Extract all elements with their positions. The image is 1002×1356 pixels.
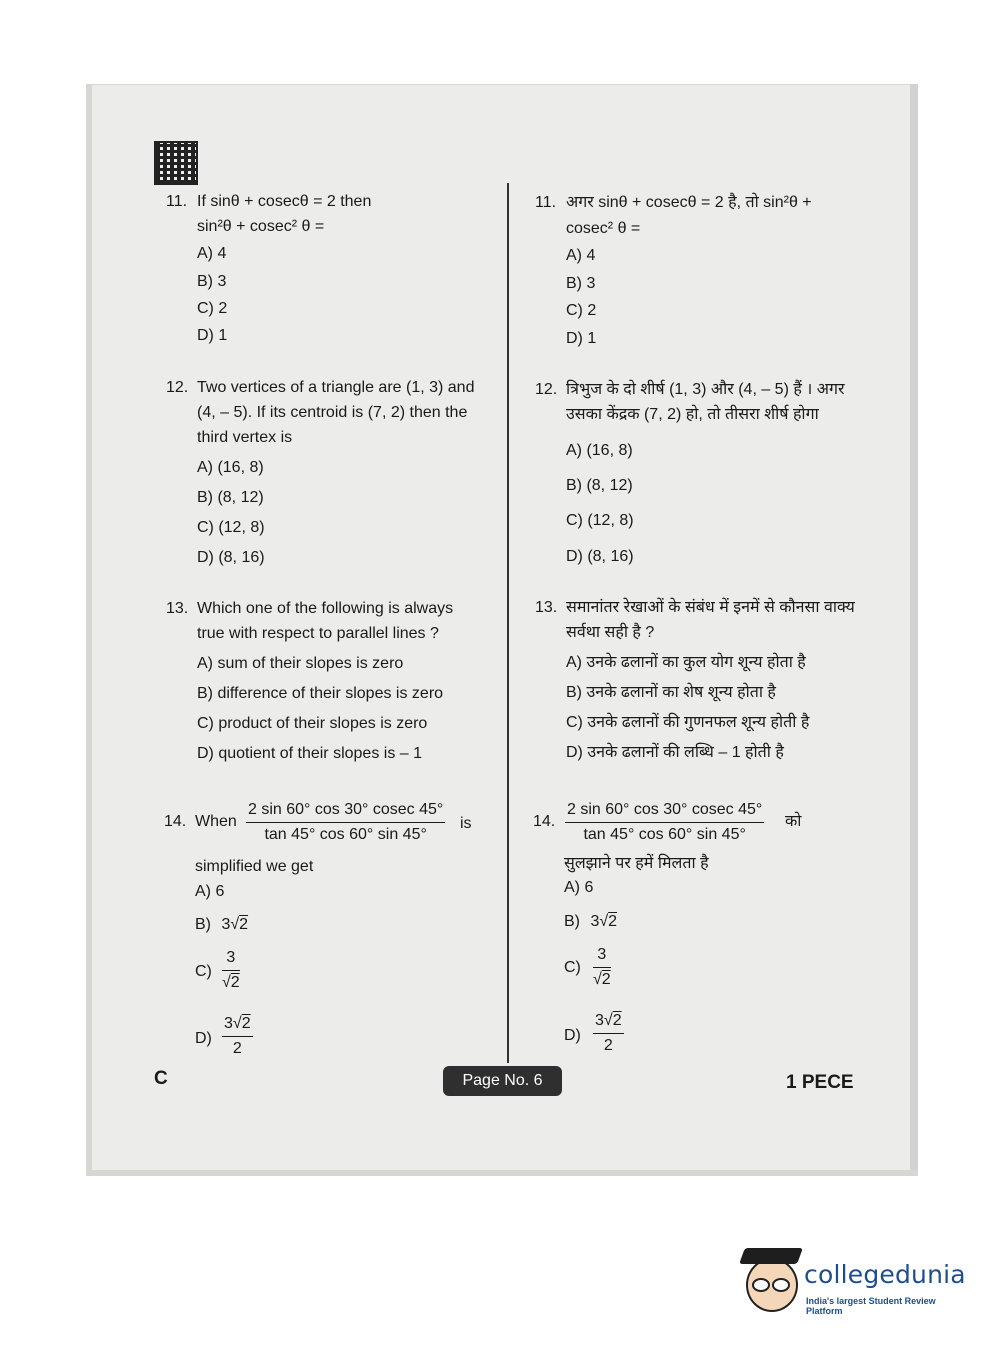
option-d-fraction [222,1014,253,1059]
sqrt-icon: √ [593,971,602,988]
option-b: B) difference of their slopes is zero [197,685,444,702]
sqrt-icon: √ [230,916,240,933]
question-text: उसका केंद्रक (7, 2) हो, तो तीसरा शीर्ष होगा [566,406,819,423]
question-number: 13. [166,600,189,617]
option-coef: 3 [221,916,231,933]
fraction-numerator: 3 [222,948,240,971]
page-edge-left [86,84,92,1176]
option-coef: 3 [590,913,600,930]
option-coef: 3 [224,1015,233,1032]
fraction-denominator [222,971,240,993]
option-d-fraction [593,1011,624,1056]
fraction-denominator [593,968,611,990]
expression-fraction [565,800,764,845]
option-radicand: 2 [608,913,618,930]
option-d: D) (8, 16) [566,548,634,565]
question-number: 14. [164,813,187,830]
question-text: समानांतर रेखाओं के संबंध में इनमें से कौनसा वाक्य [566,599,855,616]
option-d: D) quotient of their slopes is – 1 [197,745,423,762]
option-a: A) (16, 8) [197,459,264,476]
option-a: A) 6 [195,883,225,900]
option-a: A) 4 [566,247,596,264]
glasses-icon [772,1278,790,1292]
collegedunia-logo[interactable] [744,1248,974,1318]
fraction-numerator: 2 sin 60° cos 30° cosec 45° [246,800,445,823]
question-text: is [460,815,472,832]
question-text: (4, – 5). If its centroid is (7, 2) then the [197,404,468,421]
option-b: B) उनके ढलानों का शेष शून्य होता है [566,684,776,701]
qr-code [156,143,196,183]
logo-name: collegedunia [804,1260,966,1289]
fraction-numerator: 3 [593,945,611,968]
question-text: simplified we get [195,858,314,875]
option-a: A) उनके ढलानों का कुल योग शून्य होता है [566,654,806,671]
fraction-denominator: 2 [232,1040,242,1057]
question-text: सुलझाने पर हमें मिलता है [564,855,709,872]
option-a: A) 6 [564,879,594,896]
question-number: 13. [535,599,558,616]
glasses-icon [752,1278,770,1292]
option-d: D) उनके ढलानों की लब्धि – 1 होती है [566,744,784,761]
fraction-numerator: 2 sin 60° cos 30° cosec 45° [565,800,764,823]
question-text: को [785,813,802,830]
option-b: B) 3 [197,273,227,290]
question-text: Two vertices of a triangle are (1, 3) and [197,379,475,396]
option-a: A) 4 [197,245,227,262]
fraction-numerator [222,1014,253,1037]
option-radicand: 2 [239,916,249,933]
fraction-denominator: tan 45° cos 60° sin 45° [583,826,746,843]
question-number: 11. [535,194,557,211]
question-text: Which one of the following is always [197,600,454,617]
option-d-label: D) [195,1030,212,1047]
option-b: B) (8, 12) [197,489,264,506]
option-c: C) 2 [566,302,597,319]
option-c: C) product of their slopes is zero [197,715,428,732]
page-edge-right [910,84,918,1176]
question-number: 12. [166,379,189,396]
question-text: अगर sinθ + cosecθ = 2 है, तो sin²θ + [566,194,812,211]
question-number: 11. [166,193,188,210]
question-text: If sinθ + cosecθ = 2 then [197,193,372,210]
question-text: When [195,813,237,830]
option-c-fraction [593,945,611,990]
option-radicand: 2 [612,1012,622,1029]
question-text: sin²θ + cosec² θ = [197,218,325,235]
option-b [564,912,617,932]
sqrt-icon: √ [222,974,231,991]
sqrt-icon: √ [603,1012,613,1029]
option-c: C) उनके ढलानों की गुणनफल शून्य होती है [566,714,810,731]
fraction-numerator [593,1011,624,1034]
option-c-label: C) [564,959,581,976]
option-c: C) 2 [197,300,228,317]
fraction-denominator: 2 [603,1037,613,1054]
option-coef: 3 [595,1012,604,1029]
page-number-badge: Page No. 6 [443,1066,562,1096]
option-b: B) 3 [566,275,596,292]
option-d: D) 1 [197,327,228,344]
logo-tagline: India's largest Student Review Platform [806,1296,936,1316]
exam-code: 1 PECE [786,1072,854,1093]
sqrt-icon: √ [599,913,609,930]
question-text: cosec² θ = [566,220,641,237]
option-c: C) (12, 8) [197,519,265,536]
option-d-label: D) [564,1027,581,1044]
option-radicand: 2 [230,974,240,991]
option-d: D) 1 [566,330,597,347]
page-edge-bottom [86,1170,918,1176]
question-number: 14. [533,813,556,830]
option-b [195,915,248,935]
graduation-cap-icon [739,1248,803,1264]
option-a: A) sum of their slopes is zero [197,655,404,672]
question-text: true with respect to parallel lines ? [197,625,439,642]
option-radicand: 2 [601,971,611,988]
option-c-label: C) [195,963,212,980]
booklet-series: C [154,1068,168,1089]
expression-fraction [246,800,445,845]
option-label: B) [195,916,211,933]
option-radicand: 2 [241,1015,251,1032]
sqrt-icon: √ [232,1015,242,1032]
option-c: C) (12, 8) [566,512,634,529]
question-text: third vertex is [197,429,293,446]
option-c-fraction [222,948,240,993]
fraction-denominator: tan 45° cos 60° sin 45° [264,826,427,843]
option-b: B) (8, 12) [566,477,633,494]
question-text: त्रिभुज के दो शीर्ष (1, 3) और (4, – 5) हैं । अगर [566,381,845,398]
question-number: 12. [535,381,558,398]
column-divider [507,183,509,1063]
option-label: B) [564,913,580,930]
option-a: A) (16, 8) [566,442,633,459]
option-d: D) (8, 16) [197,549,265,566]
question-text: सर्वथा सही है ? [566,624,655,641]
